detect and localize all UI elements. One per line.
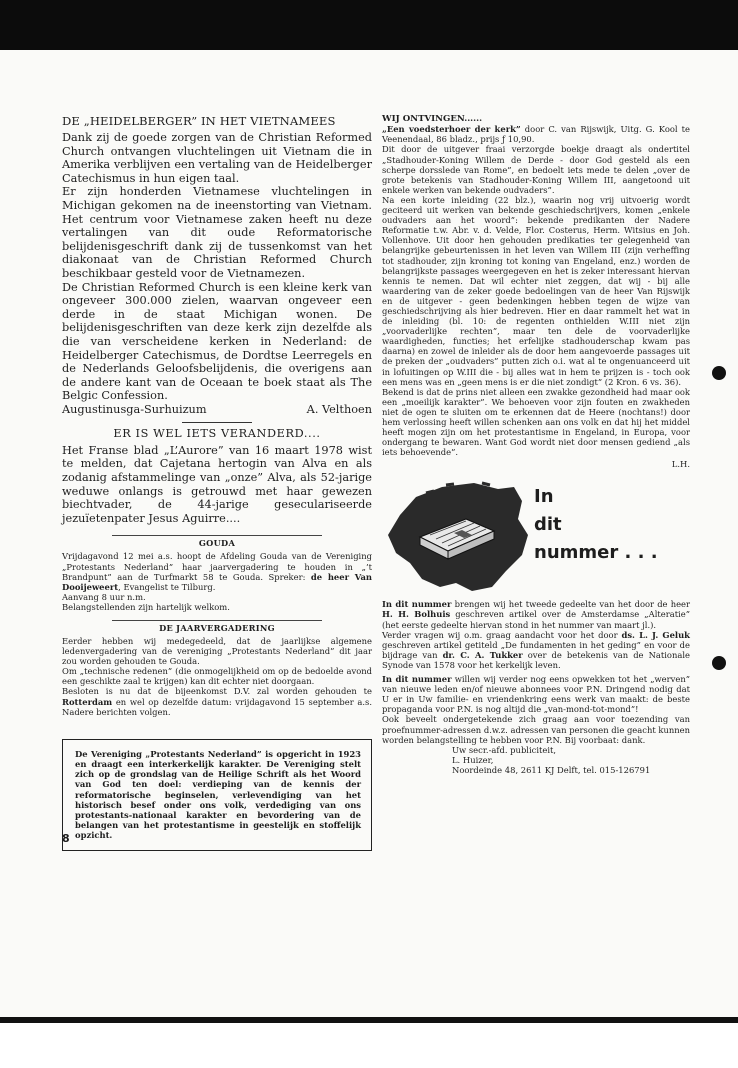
association-box: De Vereniging „Protestants Nederland” is opgericht in 1923 en draagt een interkerkelijk karakter. De Vereniging stelt zich op de grondslag van de Heilige Schrift als het Woord van God ten doel: verdieping van de kennis der reformatorische beginselen, verlevendiging van het historisch besef onder ons volk, verdediging van ons protestants-nationaal karakter en bevordering van de belangen van het protestantisme in geestelijk en stoffelijk opzicht. xyxy=(62,739,372,851)
paragraph: Het Franse blad „L’Aurore” van 16 maart 1978 wist te melden, dat Cajetana hertogin van Alva en als zodanig afstammelinge van „onze” Alva, als 52-jarige weduwe onlangs is getrouwd met haar gewezen biechtvader, de 44-jarige geseculariseerde jezuïetenpater Jesus Aguirre.... xyxy=(62,443,372,525)
paragraph: Bekend is dat de prins niet alleen een zwakke gezondheid had maar ook een „moeilijk karakter”. We behoeven voor zijn fouten en zwakheden niet de ogen te sluiten om te erkennen dat de Heere (nochtans!) door hem verlossing heeft willen schenken aan ons volk en dat hij het middel heeft mogen zijn om het protestantisme in Engeland, in Europa, voor ondergang te bewaren. Want God wordt niet door mensen gediend „als iets behoevende”. xyxy=(382,386,690,458)
paragraph xyxy=(382,630,690,670)
heading-word: nummer . . . xyxy=(534,542,658,564)
article-title: ER IS WEL IETS VERANDERD.... xyxy=(113,426,321,440)
page-number: 8 xyxy=(62,832,70,845)
paragraph: Dank zij de goede zorgen van de Christian Reformed Church ontvangen vluchtelingen uit Vietnam die in Amerika verblijven een vertaling van de Heidelberger Catechismus in hun eigen taal. xyxy=(62,131,372,185)
paragraph: Om „technische redenen” (die onmogelijkheid om op de bedoelde avond een geschikte zaal te krijgen) kan dit echter niet doorgaan. xyxy=(62,666,372,687)
text: geschreven artikel over de Amsterdamse „Alteratie” (het eerste gedeelte hiervan stond in het nummer van maart jl.). xyxy=(382,609,690,630)
binder-hole-icon xyxy=(712,656,726,670)
book-meta: door C. van Rijswijk, Uitg. G. Kool te Veenendaal, 86 bladz., prijs ƒ 10,90. xyxy=(382,124,690,145)
section-title: DE JAARVERGADERING xyxy=(159,623,275,633)
author-name: H. H. Bolhuis xyxy=(382,609,451,620)
city-name: Rotterdam xyxy=(62,696,113,707)
divider xyxy=(182,422,252,423)
divider xyxy=(112,620,322,621)
speaker-name: de heer Van Dooijeweert xyxy=(62,571,372,592)
paragraph: Dit door de uitgever fraai verzorgde boekje draagt als ondertitel „Stadhouder-Koning Willem de Derde - door God gesteld als een scherpe dorsslede van Rome”, en bedoelt iets mede te delen „over de grote betekenis van Stadhouder-Koning Willem III, aangetoond uit enkele werken van bekende oudvaders”. xyxy=(382,144,690,195)
paragraph: Na een korte inleiding (22 blz.), waarin nog vrij uitvoerig wordt geciteerd uit werken van bekende geschiedschrijvers, komen „enkele oudvaders aan het woord”: bekende predikanten der Nadere Reformatie t.w. Abr. v. d. Velde, Flor. Costerus, Herm. Witsius en Joh. Vollenhove. Uit door hen gehouden predikaties ter gelegenheid van belangrijke gebeurtenissen in het leven van Willem III (zijn verheffing tot stadhouder, zijn kroning tot koning van Engeland, enz.) worden de belangrijkste passages weergegeven en het is zeker interessant hiervan kennis te nemen. Dat wil echter niet zeggen, dat wij - bij alle waardering van de zeker goede bedoelingen van de heer Van Rijswijk en de uitgever - geen bedenkingen hebben tegen de wijze van geschiedschrijving als hier bedreven. Hier en daar rammelt het wat in de inleiding (bl. 10: de regenten onthielden W.III niet zijn „voorvaderlijke rechten”, maar ten dele de voorvaderlijke waardigheden, functies; het erfelijke stadhouderschap kwam pas daarna) en zowel de inleider als de door hem aangevoerde passages uit de preken der „oudvaders” putten zich o.i. wat al te ongenuanceerd uit in lofuitingen op W.III die - bij alles wat in hem te prijzen is - toch ook een mens was en „geen mens is er die niet zondigt” (2 Kron. 6 vs. 36). xyxy=(382,194,690,387)
text: , Evangelist te Tilburg. xyxy=(118,581,216,592)
article-heidelberger xyxy=(62,114,372,417)
scan-top-band xyxy=(0,0,738,50)
paragraph xyxy=(382,124,690,144)
signature-author: A. Velthoen xyxy=(306,402,372,416)
right-column xyxy=(382,114,690,775)
paragraph xyxy=(62,551,372,591)
paragraph xyxy=(382,674,690,714)
left-column xyxy=(62,114,372,851)
signature-line: Noordeinde 48, 2611 KJ Delft, tel. 015-126791 xyxy=(452,764,651,775)
netherlands-map-icon xyxy=(382,475,532,593)
paragraph: Eerder hebben wij medegedeeld, dat de jaarlijkse algemene ledenvergadering van de vereniging „Protestants Nederland” dit jaar zou worden gehouden te Gouda. xyxy=(62,636,372,667)
signature-line: L. Huizer, xyxy=(452,754,494,765)
in-this-issue-heading xyxy=(534,483,658,567)
signature-line: Uw secr.-afd. publiciteit, xyxy=(452,744,557,755)
text: en wel op dezelfde datum: vrijdagavond 15 september a.s. Nadere berichten volgen. xyxy=(62,696,372,717)
binder-hole-icon xyxy=(712,366,726,380)
section-title: GOUDA xyxy=(198,538,236,549)
text: brengen wij het tweede gedeelte van het door de heer xyxy=(451,599,690,610)
text: Vrijdagavond 12 mei a.s. hoopt de Afdeling Gouda van de Vereniging „Protestants Nederland” haar jaarvergadering te houden in „’t Brandpunt” aan de Turfmarkt 58 te Gouda. Spreker: xyxy=(62,551,372,582)
paragraph: De Christian Reformed Church is een kleine kerk van ongeveer 300.000 zielen, waarvan ongeveer een derde in de staat Michigan wonen. De belijdenisgeschriften van deze kerk zijn dezelfde als die van verscheidene kerken in Nederland: de Heidelberger Catechismus, de Dordtse Leerregels en de Nederlands Geloofsbelijdenis, die overigens aan de andere kant van de Oceaan te boek staat als The Belgic Confession. xyxy=(62,280,372,403)
in-this-issue-graphic xyxy=(382,475,690,595)
heading-word: dit xyxy=(534,514,562,536)
author-name: ds. L. J. Geluk xyxy=(621,629,690,640)
paragraph xyxy=(62,686,372,716)
text: willen wij verder nog eens opwekken tot het „werven” van nieuwe leden en/of nieuwe abonnees voor P.N. Dringend nodig dat U er in Uw familie- en vriendenkring eens werk van maakt: de beste propaganda voor P.N. is nog altijd die „van-mond-tot-mond”! xyxy=(382,674,690,715)
article-title: DE „HEIDELBERGER” IN HET VIETNAMEES xyxy=(62,114,336,128)
lead-text: In dit nummer xyxy=(382,674,452,685)
book-title: „Een voedsterhoer der kerk” xyxy=(382,124,521,135)
paragraph xyxy=(382,599,690,629)
notice-gouda xyxy=(62,538,372,612)
review-initials: L.H. xyxy=(671,459,690,470)
signature-line xyxy=(62,403,372,417)
signature-place: Augustinusga-Surhuizum xyxy=(62,402,207,416)
heading-word: In xyxy=(534,486,554,508)
author-name: dr. C. A. Tukker xyxy=(442,649,523,660)
text: geschreven artikel getiteld „De fundamenten in het geding” en voor de bijdrage van xyxy=(382,639,690,660)
divider xyxy=(112,535,322,536)
notice-jaarvergadering xyxy=(62,623,372,717)
text: over de betekenis van de Nationale Synode van 1578 voor het kerkelijk leven. xyxy=(382,649,690,670)
article-veranderd xyxy=(62,427,372,526)
lead-text: In dit nummer xyxy=(382,599,452,610)
paragraph: Ook beveelt ondergetekende zich graag aan voor toezending van proefnummer-adressen d.w.z. adressen van personen die geacht kunnen worden belangstelling te hebben voor P.N. Bij voorbaat: dank. xyxy=(382,714,690,745)
scan-bottom-band xyxy=(0,1017,738,1023)
section-title: WIJ ONTVINGEN...... xyxy=(382,114,483,124)
paragraph: Belangstellenden zijn hartelijk welkom. xyxy=(62,601,230,612)
paragraph: Er zijn honderden Vietnamese vluchtelingen in Michigan gekomen na de ineenstorting van Vietnam. Het centrum voor Vietnamese zaken heeft nu deze vertalingen van dit oude Reformatorische belijdenisgeschrift dank zij de tussenkomst van het diakonaat van de Christian Reformed Church beschikbaar gesteld voor de Vietnamezen. xyxy=(62,185,372,280)
paragraph: Aanvang 8 uur n.m. xyxy=(62,591,146,602)
text: Besloten is nu dat de bijeenkomst D.V. zal worden gehouden te xyxy=(62,686,372,697)
text: Verder vragen wij o.m. graag aandacht voor het door xyxy=(382,629,622,640)
